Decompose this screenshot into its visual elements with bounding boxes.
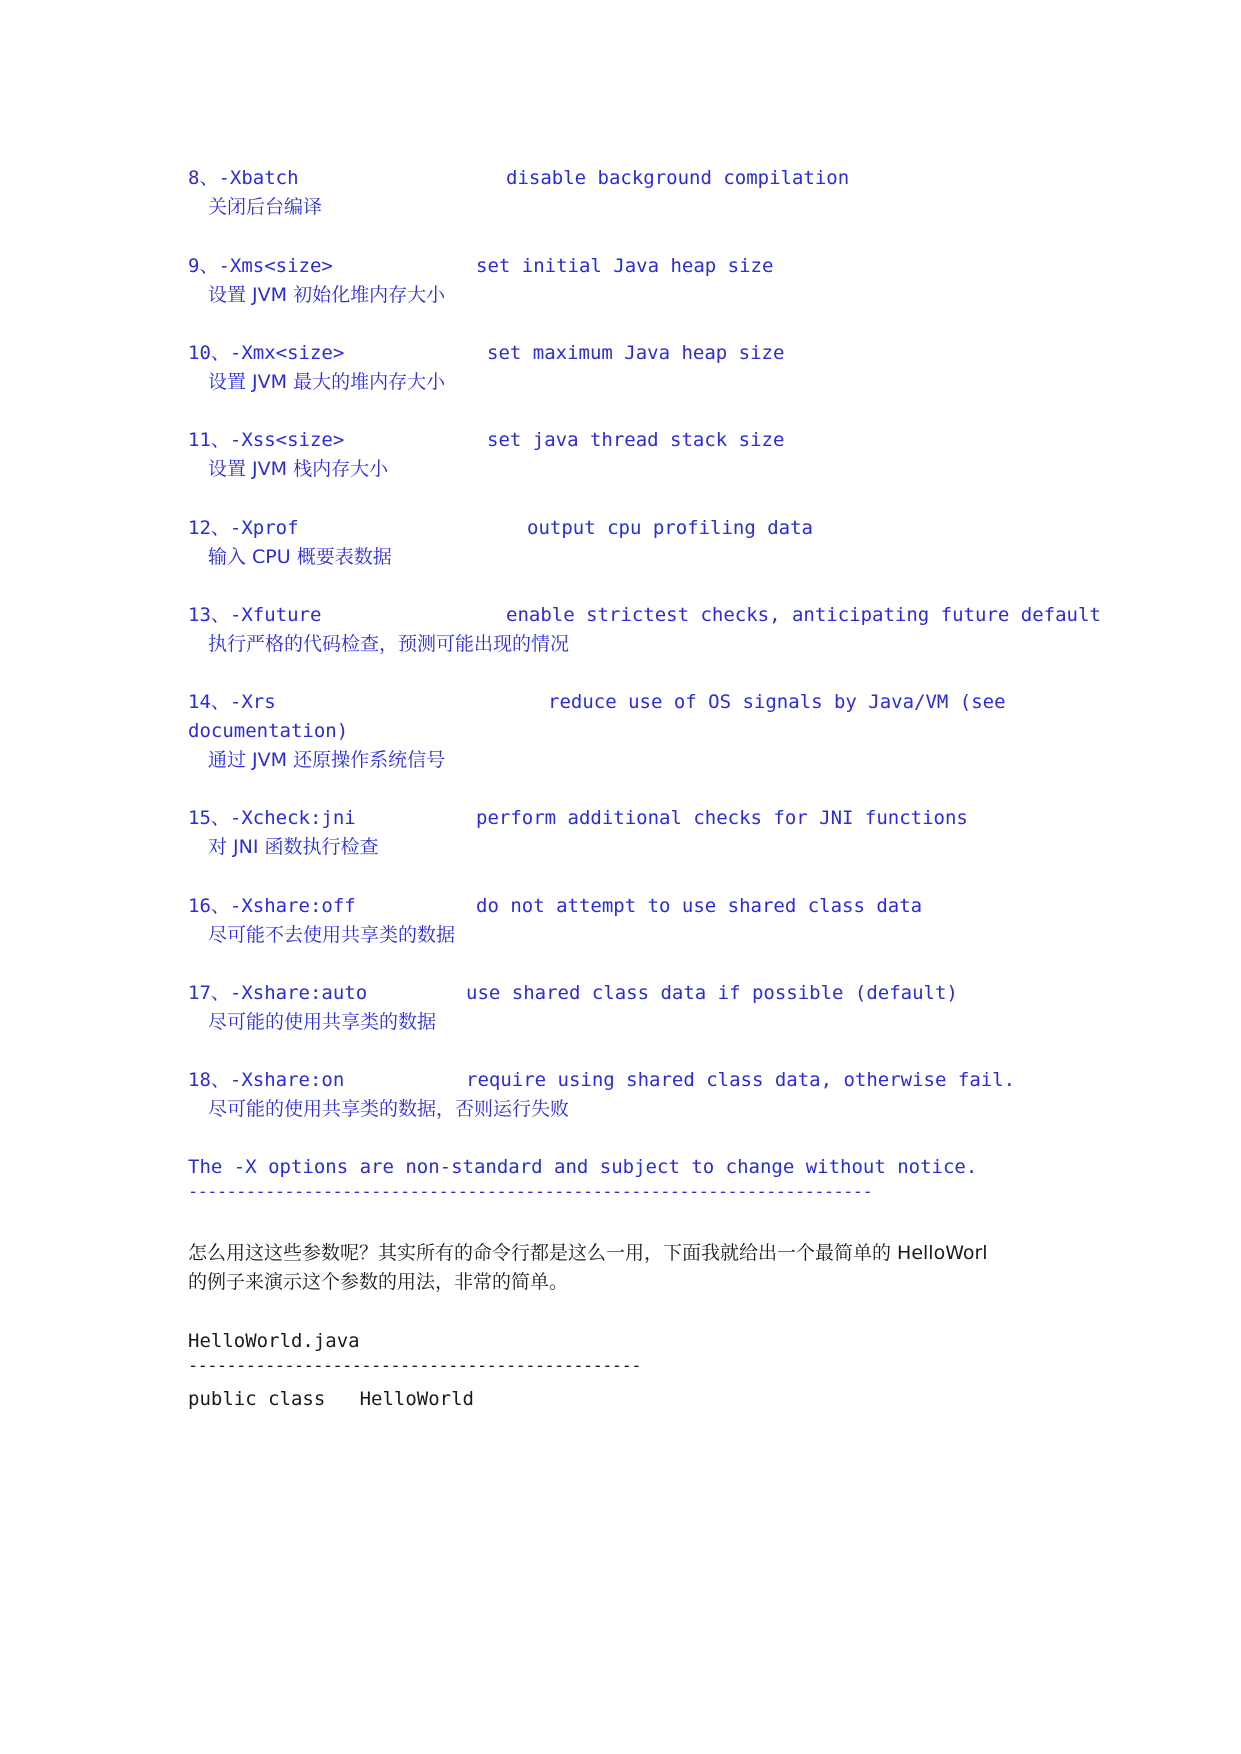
option-flag: 15、-Xcheck:jni [188, 807, 356, 829]
code-file-name: HelloWorld.java [188, 1330, 360, 1352]
option-description: reduce use of OS signals by Java/VM (see [548, 691, 1006, 713]
option-chinese-description: 对 JNI 函数执行检查 [208, 836, 379, 858]
option-chinese-description: 执行严格的代码检查，预测可能出现的情况 [208, 633, 570, 655]
code-separator-rule: ----------------------------------------------- [188, 1356, 641, 1376]
separator-rule: ----------------------------------------------------------------------- [188, 1182, 873, 1202]
intro-paragraph-line-1: 怎么用这这些参数呢？其实所有的命令行都是这么一用，下面我就给出一个最简单的 HelloWorl [188, 1242, 988, 1264]
option-description: set initial Java heap size [476, 255, 774, 277]
code-line: public class HelloWorld [188, 1388, 474, 1410]
option-flag: 18、-Xshare:on [188, 1069, 345, 1091]
option-chinese-description: 设置 JVM 最大的堆内存大小 [208, 371, 446, 393]
option-description: disable background compilation [506, 167, 850, 189]
option-chinese-description: 关闭后台编译 [208, 196, 323, 218]
option-description: perform additional checks for JNI functions [476, 807, 968, 829]
option-description-continued: documentation) [188, 720, 349, 742]
option-flag: 8、-Xbatch [188, 167, 299, 189]
option-chinese-description: 尽可能的使用共享类的数据，否则运行失败 [208, 1098, 570, 1120]
option-chinese-description: 通过 JVM 还原操作系统信号 [208, 749, 446, 771]
option-description: set java thread stack size [487, 429, 785, 451]
option-flag: 13、-Xfuture [188, 604, 322, 626]
option-description: require using shared class data, otherwise fail. [466, 1069, 1016, 1091]
option-description: use shared class data if possible (default) [466, 982, 958, 1004]
option-description: output cpu profiling data [527, 517, 813, 539]
intro-paragraph-line-2: 的例子来演示这个参数的用法，非常的简单。 [188, 1271, 569, 1293]
option-description: do not attempt to use shared class data [476, 895, 923, 917]
options-note: The -X options are non-standard and subject to change without notice. [188, 1156, 978, 1178]
option-flag: 16、-Xshare:off [188, 895, 356, 917]
option-flag: 9、-Xms<size> [188, 255, 333, 277]
option-flag: 17、-Xshare:auto [188, 982, 368, 1004]
option-chinese-description: 设置 JVM 初始化堆内存大小 [208, 284, 446, 306]
option-chinese-description: 设置 JVM 栈内存大小 [208, 458, 389, 480]
option-flag: 10、-Xmx<size> [188, 342, 345, 364]
option-flag: 11、-Xss<size> [188, 429, 345, 451]
option-description: enable strictest checks, anticipating future default [506, 604, 1101, 626]
option-chinese-description: 输入 CPU 概要表数据 [208, 546, 392, 568]
option-chinese-description: 尽可能的使用共享类的数据 [208, 1011, 437, 1033]
option-chinese-description: 尽可能不去使用共享类的数据 [208, 924, 456, 946]
option-description: set maximum Java heap size [487, 342, 785, 364]
option-flag: 12、-Xprof [188, 517, 299, 539]
option-flag: 14、-Xrs [188, 691, 276, 713]
